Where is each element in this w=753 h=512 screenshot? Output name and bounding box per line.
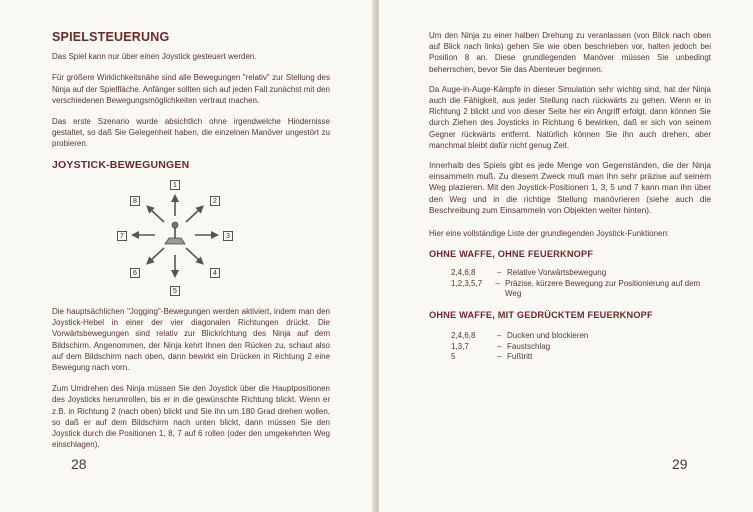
right-column [429,30,711,363]
function-row: 2,4,6,8 – Relative Vorwärtsbewegung [451,268,607,278]
function-desc: Faustschlag [507,341,551,351]
function-row: 1,3,7 – Faustschlag [451,341,551,351]
section-heading: OHNE WAFFE, MIT GEDRÜCKTEM FEUERKNOPF [429,309,653,320]
paragraph: Um den Ninja zu einer halben Drehung zu veranlassen (von Blick nach oben auf Blick nach links) gehen Sie wie oben beschrieben vor, halten jedoch bei Position 8 an. Diese grundlegenden Manöver müssen Sie unbedingt beherrschen, bevor Sie das Abenteuer beginnen. [429,31,711,74]
function-keys: 2,4,6,8 [451,331,476,341]
direction-number: 1 [170,180,180,190]
function-keys: 2,4,6,8 [451,268,476,278]
page-number: 28 [71,456,87,472]
paragraph: Die hauptsächlichen "Jogging"-Bewegungen werden aktiviert, indem man den Joystick-Hebel in einer der vier diagonalen Richtungen drückt. Die Vorwärtsbewegungen sind relativ zur Blickrichtung des Ninja auf dem Bildschirm. Angenommen, der Ninja kehrt Ihnen den Rücken zu, schaut also auf dem Bildschirm nach oben, dann bewirkt ein Drücken in Richtung 2 eine Bewegung nach vorn. [52,307,330,373]
function-desc: Relative Vorwärtsbewegung [507,268,607,278]
joystick-icon [165,222,185,244]
function-desc: Ducken und blockieren [507,331,589,341]
function-row: 2,4,6,8 – Ducken und blockieren [451,331,589,341]
function-row: 5 – Fußtritt [451,352,533,362]
heading-spielsteuerung: SPIELSTEUERUNG [52,30,170,44]
direction-number: 3 [223,231,233,241]
function-desc: Präzise, kürzere Bewegung zur Positionierung auf dem Weg [504,278,701,299]
direction-number: 5 [170,286,180,296]
left-page [0,0,376,512]
direction-number: 7 [117,231,127,241]
direction-number: 4 [210,268,220,278]
paragraph: Zum Umdrehen des Ninja müssen Sie den Joystick über die Hauptpositionen des Joysticks herumrollen, bis er in die gewünschte Richtung blickt. Wenn er z.B. in Richtung 2 (nach oben) blickt und Sie ihn um 180 Grad drehen wollen, so daß er auf dem Bildschirm nach unten blickt, dann müssen Sie den Joystick durch die Positionen 1, 8, 7 auf 6 rollen (oder den umgekehrten Weg einschlagen). [52,384,330,450]
heading-joystick-bewegungen: JOYSTICK-BEWEGUNGEN [52,158,190,171]
paragraph: Hier eine vollständige Liste der grundlegenden Joystick-Funktionen: [429,229,670,239]
joystick-diagram [115,180,240,300]
paragraph: Das Spiel kann nur über einen Joystick gesteuert werden. [52,52,257,62]
function-keys: 5 [451,352,456,362]
function-row: 1,2,3,5,7 – Präzise, kürzere Bewegung zur Positionierung auf dem Weg [451,279,711,300]
function-list [451,331,711,363]
section-heading: OHNE WAFFE, OHNE FEUERKNOPF [429,249,594,260]
paragraph: Für größere Wirklichkeitsnähe sind alle Bewegungen "relativ" zur Stellung des Ninja auf der Spielfläche. Anfänger sollten sich auf jeden Fall zunächst mit den verschiedenen Bewegungsmöglichkeiten vertraut machen. [52,73,330,105]
right-page [379,0,753,512]
function-keys: 1,3,7 [451,341,469,351]
paragraph: Innerhalb des Spiels gibt es jede Menge von Gegenständen, die der Ninja einsammeln muß. Zu diesem Zweck muß man ihn sehr präzise auf seinem Weg plazieren. Mit den Joystick-Positionen 1, 3, 5 und 7 kann man ihn über den Weg und in die richtige Stellung manövrieren (siehe auch die Beschreibung zum Einsammeln von Objekten weiter hinten). [429,160,711,215]
function-keys: 1,2,3,5,7 [451,278,483,288]
function-desc: Fußtritt [507,352,533,362]
paragraph: Da Auge-in-Auge-Kämpfe in dieser Simulation sehr wichtig sind, hat der Ninja auch die Fähigkeit, aus jeder Stellung nach rückwärts zu gehen. Wenn er in Richtung 2 blickt und von dieser Seite her ein Angriff erfolgt, dann können Sie durch Ziehen des Joysticks in Richtung 6 bewirken, daß er sich von seinem Gegner rückwärts entfernt. Natürlich können Sie ihn auch drehen, aber manchmal bleibt dafür nicht genug Zeit. [429,84,711,150]
function-list [451,268,711,300]
left-column-lower [52,306,330,450]
direction-number: 2 [210,196,220,206]
direction-number: 6 [130,268,140,278]
paragraph: Das erste Szenario wurde absichtlich ohne irgendwelche Hindernisse gestaltet, so daß Sie Gelegenheit haben, die einzelnen Manöver ungestört zu probieren. [52,117,330,149]
direction-number: 8 [130,196,140,206]
page-number: 29 [672,456,688,472]
left-column [52,32,330,171]
